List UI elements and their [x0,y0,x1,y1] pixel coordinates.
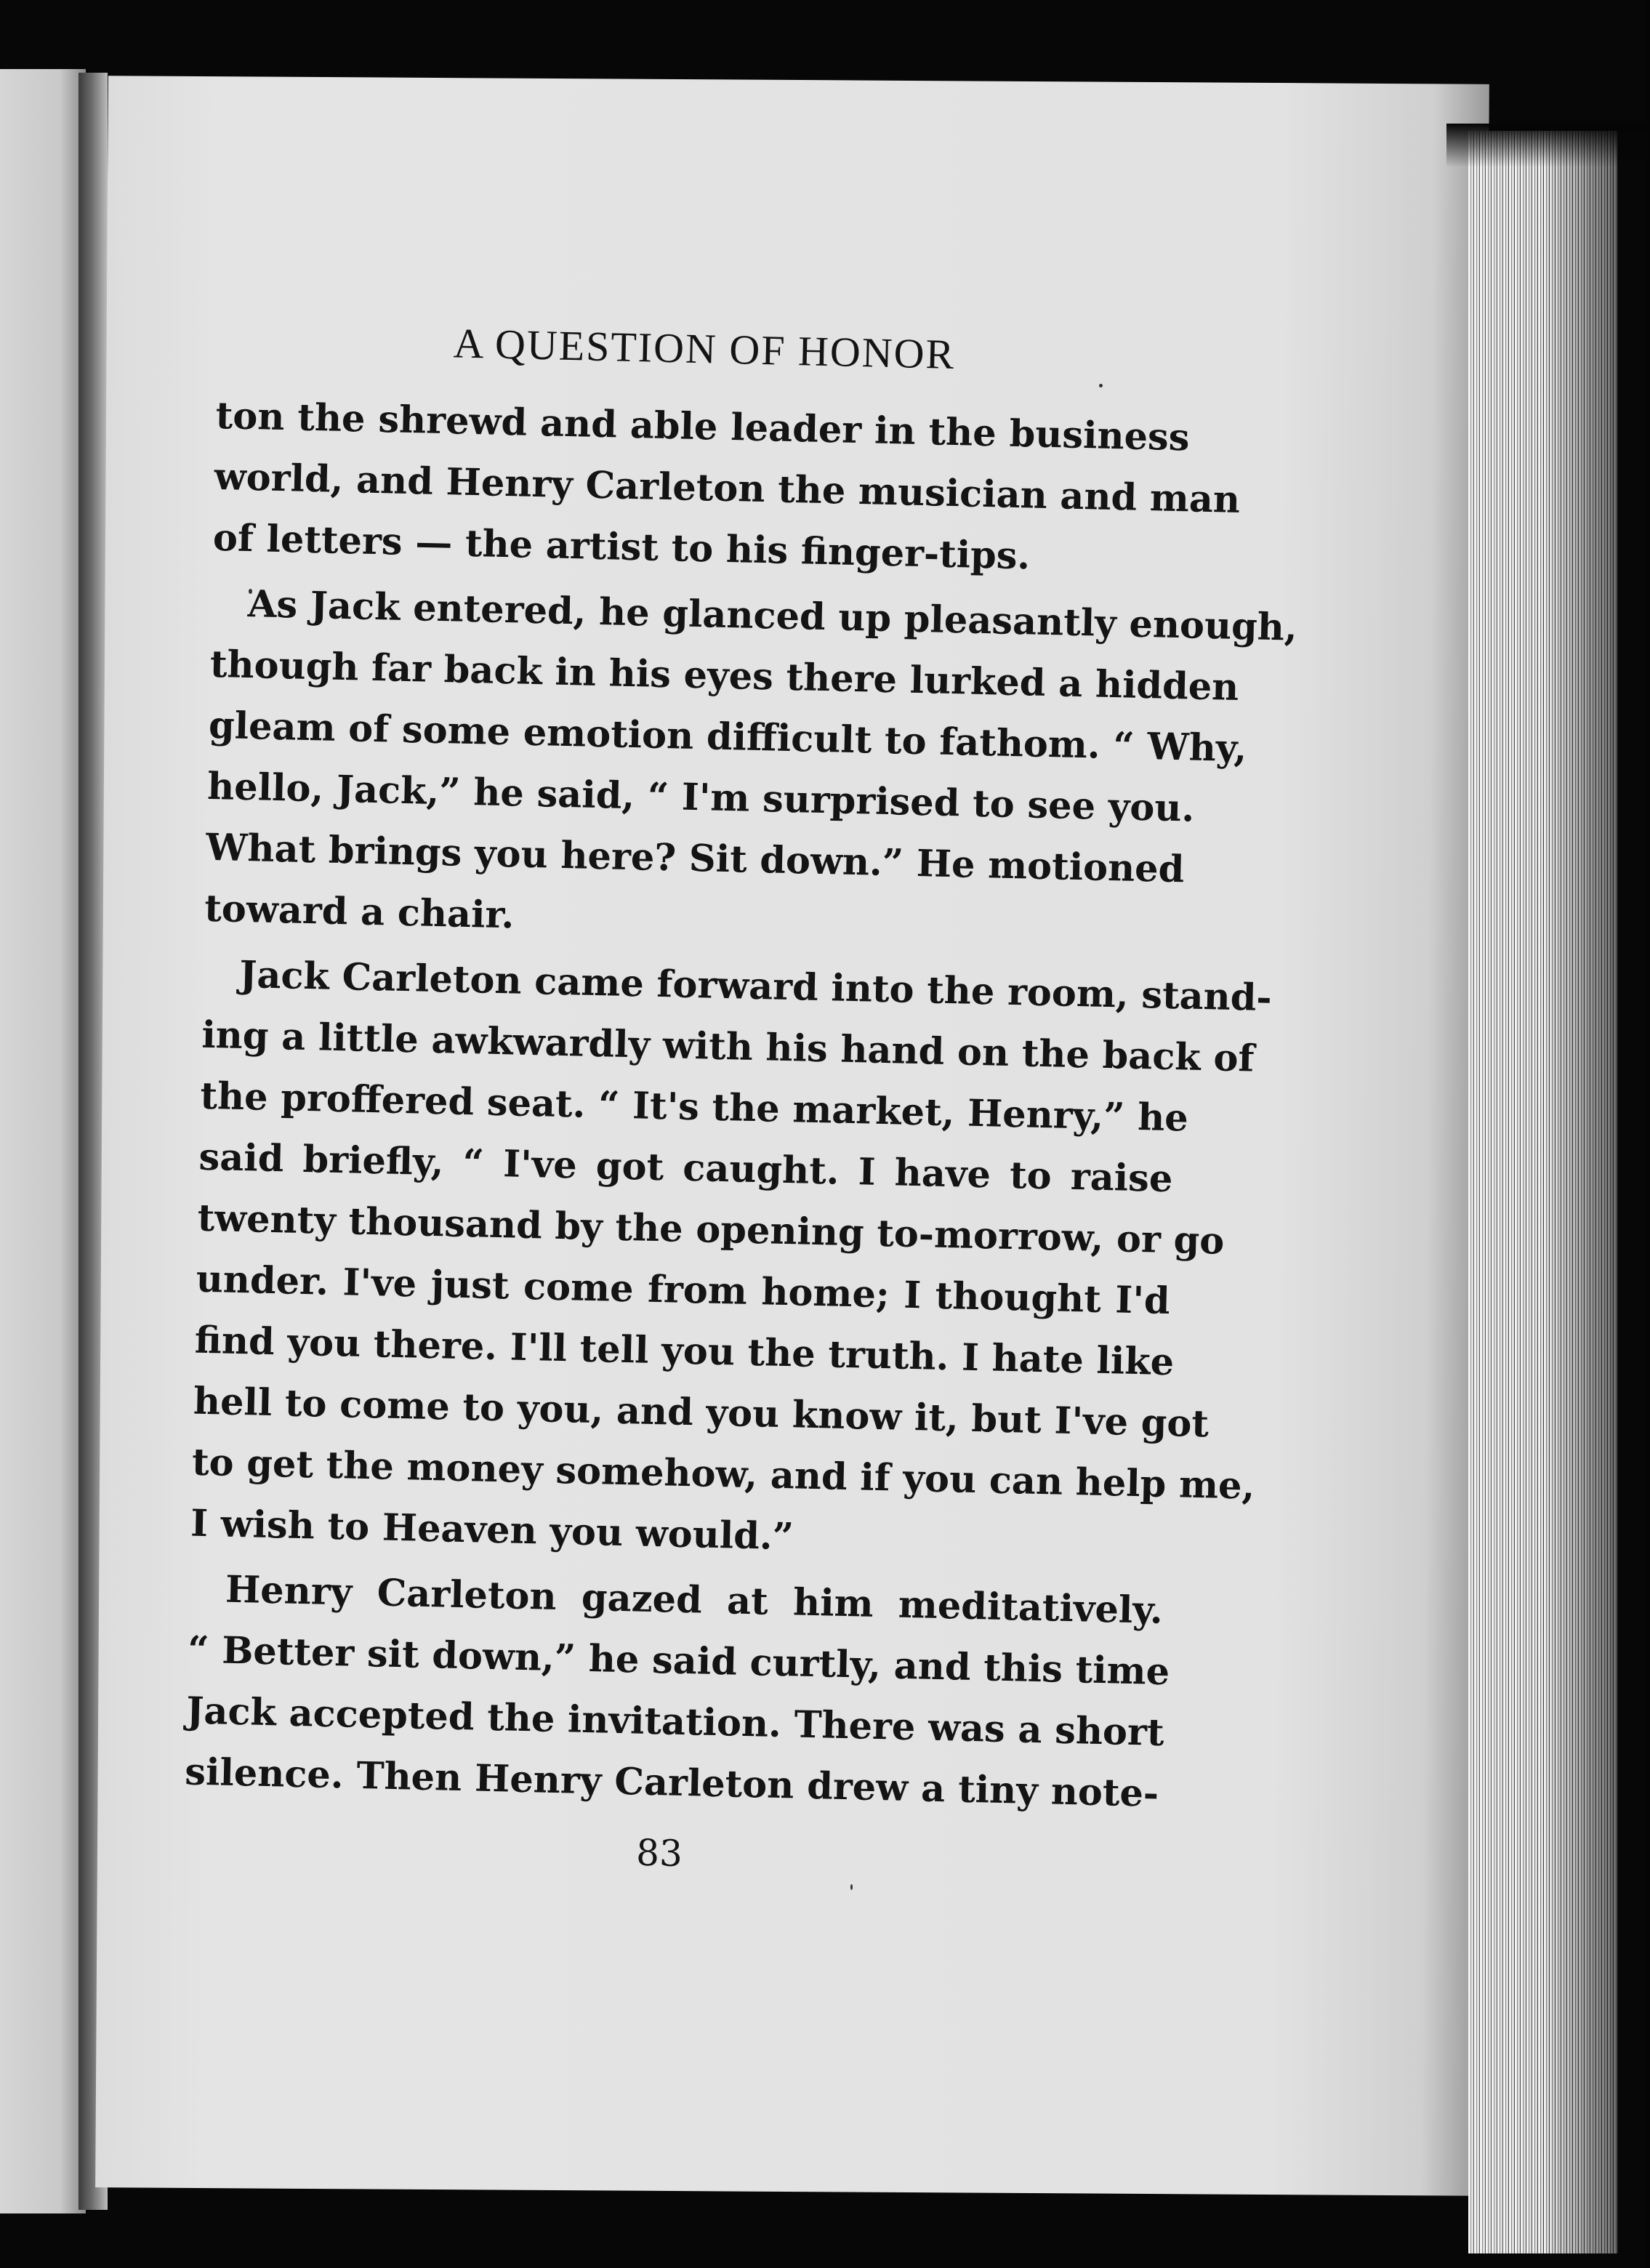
facing-page-edge [0,69,86,2213]
text-line: ton the shrewd and able leader in the business [215,393,1191,460]
text-line: of letters — the artist to his finger-tips. [212,515,1031,579]
paragraph [204,573,1298,961]
text-line: hell to come to you, and you know it, but I've got [193,1379,1210,1447]
text-line: find you there. I'll tell you the truth. I hate like [194,1318,1175,1385]
text-line: What brings you here? Sit down.” He motioned [205,825,1185,892]
text-line: the proffered seat. “ It's the market, Henry,” he [199,1074,1189,1141]
text-line: “ Better sit down,” he said curtly, and this time [187,1628,1170,1694]
text-line: Henry Carleton gazed at him meditatively. [225,1567,1164,1633]
text-line: Jack accepted the invitation. There was a short [185,1689,1165,1756]
text-line: said briefly, “ I've got caught. I have to raise [198,1135,1173,1202]
top-shadow [1446,124,1650,167]
text-line: gleam of some emotion difficult to fathom. “ Why, [208,703,1247,771]
paragraph [184,1559,1170,1825]
text-line: silence. Then Henry Carleton drew a tiny note- [184,1750,1159,1816]
text-line: hello, Jack,” he said, “ I'm surprised to see you. [206,764,1195,831]
text-line: under. I've just come from home; I thought I'd [196,1257,1171,1324]
page-number: 83 [635,1831,683,1875]
paragraph [212,385,1241,590]
running-head: A QUESTION OF HONOR [453,319,956,379]
text-line: though far back in his eyes there lurked a hidden [209,642,1239,709]
text-line: twenty thousand by the opening to-morrow, or go [197,1196,1225,1263]
paragraph [190,944,1273,1576]
text-line: to get the money somehow, and if you can help me, [191,1440,1255,1508]
text-line: Jack Carleton came forward into the room, stand- [238,952,1273,1021]
text-line: world, and Henry Carleton the musician and man [214,454,1241,522]
text-line: ing a little awkwardly with his hand on the back of [201,1013,1255,1081]
text-line: As Jack entered, he glanced up pleasantly enough, [247,582,1298,650]
fore-edge-shading [1468,131,1617,2253]
text-line: I wish to Heaven you would.” [190,1501,794,1559]
page-text [182,313,1298,1890]
text-line: toward a chair. [204,886,515,938]
dust-speck [850,1884,853,1890]
